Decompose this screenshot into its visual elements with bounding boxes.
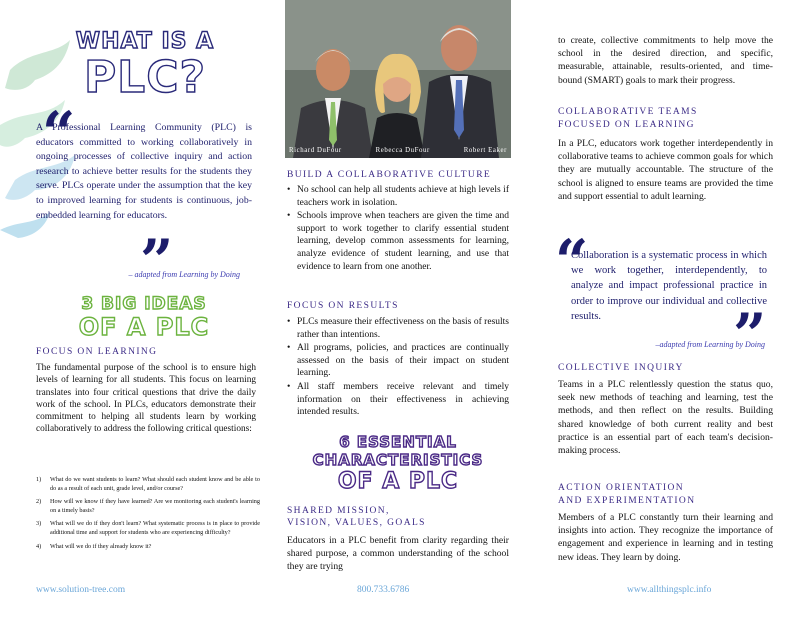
big-ideas-title — [36, 294, 252, 340]
collab-open-quote-icon: “ — [555, 227, 589, 295]
teams-text: In a PLC, educators work together interdependently in collaborative teams to achieve common goals for which they are mutually accountable. The structure of the school is aligned to ensure teams are provided the time and support essential to adult learning. — [558, 138, 773, 202]
question-text: What will we do if they already know it? — [50, 542, 152, 550]
results-item: • PLCs measure their effectiveness on the basis of results rather than intentions. — [287, 316, 509, 341]
question-text: What do we want students to learn? What should each student know and be able to do as a result of each unit, grade level, and/or course? — [50, 476, 260, 492]
culture-heading: BUILD A COLLABORATIVE CULTURE — [287, 170, 492, 180]
footer-website-left: www.solution-tree.com — [36, 585, 126, 595]
title-line2: PLC? — [83, 52, 207, 103]
results-item: • All staff members receive relevant and timely information on their effectiveness in achieving intended results. — [287, 381, 509, 419]
essentials-title — [285, 434, 511, 494]
photo-caption — [289, 147, 507, 154]
page-title — [60, 30, 230, 102]
big-ideas-line2: OF A PLC — [78, 313, 210, 341]
results-item: • All programs, policies, and practices are continually assessed on the basis of their impact on student learning. — [287, 342, 509, 380]
definition-source: – adapted from Learning by Doing — [128, 270, 240, 279]
mission-heading-line1: SHARED MISSION, — [287, 506, 390, 516]
action-heading — [558, 482, 695, 508]
question-text: What will we do if they don't learn? What systematic process is in place to provide additional time and support for students who are experiencing difficulty? — [50, 520, 260, 536]
essentials-line1: 6 ESSENTIAL — [339, 433, 457, 451]
mission-text-part2: to create, collective commitments to help move the school in the desired direction, and specific, measurable, attainable, results-oriented, and time-bound (SMART) goals to mark their progress. — [558, 35, 773, 86]
critical-questions — [36, 476, 260, 556]
mission-heading — [287, 505, 426, 529]
focus-learning-text: The fundamental purpose of the school is to ensure high levels of learning for all students. This focus on learning translates into four critical questions that drive the daily work of the school. In PLCs, educators demonstrate their commitment to helping all students learn by working collaboratively to address the following critical questions: — [36, 363, 256, 435]
mission-text-part1: Educators in a PLC benefit from clarity regarding their shared purpose, a common understanding of the school they are trying — [287, 535, 509, 573]
culture-item: • No school can help all students achieve at high levels if teachers work in isolation. — [287, 184, 509, 209]
right-panel — [555, 0, 795, 618]
question-item: 4) What will we do if they already know it? — [36, 542, 152, 550]
left-panel — [0, 0, 270, 618]
results-list — [287, 316, 509, 420]
middle-panel — [285, 0, 513, 618]
question-item: 2) How will we know if they have learned? Are we monitoring each student's learning on a timely basis? — [36, 498, 260, 514]
inquiry-text: Teams in a PLC relentlessly question the status quo, seek new methods of teaching and learning, test the methods, and then reflect on the results. Building shared knowledge of both current reality and best practice is an essential part of each team's decision-making process. — [558, 379, 773, 457]
focus-learning-heading: FOCUS ON LEARNING — [36, 347, 158, 357]
culture-item: • Schools improve when teachers are given the time and support to work together to clarify essential student learning, develop common assessments for learning, analyze evidence of student learning, and use that evidence to learn from one another. — [287, 210, 509, 273]
caption-rebecca: Rebecca DuFour — [375, 147, 430, 154]
collab-close-quote-icon: ” — [733, 301, 767, 369]
open-quote-icon: “ — [42, 99, 76, 167]
essentials-line3: OF A PLC — [337, 469, 459, 494]
authors-photo — [285, 0, 511, 158]
action-heading-line2: AND EXPERIMENTATION — [558, 496, 696, 506]
teams-heading-line2: FOCUSED ON LEARNING — [558, 120, 695, 130]
action-text: Members of a PLC constantly turn their learning and insights into action. They recognize the importance of engagement and experience in learning and in testing new ideas. They learn by doing. — [558, 512, 773, 563]
people-illustration — [285, 0, 511, 158]
question-item: 1) What do we want students to learn? What should each student know and be able to do as a result of each unit, grade level, and/or course? — [36, 476, 260, 492]
essentials-line2: CHARACTERISTICS — [312, 451, 484, 469]
title-line1: WHAT IS A — [75, 29, 215, 54]
mission-heading-line2: VISION, VALUES, GOALS — [287, 518, 426, 528]
caption-robert: Robert Eaker — [463, 147, 507, 154]
teams-heading — [558, 106, 698, 132]
collaboration-quote: Collaboration is a systematic process in which we work together, interdependently, to analyze and impact professional practice in order to improve our individual and collective results. — [571, 250, 767, 322]
question-item: 3) What will we do if they don't learn? What systematic process is in place to provide additional time and support for students who are experiencing difficulty? — [36, 520, 260, 536]
big-ideas-line1: 3 BIG IDEAS — [81, 294, 207, 314]
action-heading-line1: ACTION ORIENTATION — [558, 483, 685, 493]
footer-phone: 800.733.6786 — [357, 585, 410, 595]
results-heading: FOCUS ON RESULTS — [287, 301, 399, 311]
teams-heading-line1: COLLABORATIVE TEAMS — [558, 107, 698, 117]
caption-richard: Richard DuFour — [289, 147, 342, 154]
question-text: How will we know if they have learned? Are we monitoring each student's learning on a timely basis? — [50, 498, 260, 514]
culture-list — [287, 184, 509, 274]
inquiry-heading: COLLECTIVE INQUIRY — [558, 363, 684, 373]
footer-website-right: www.allthingsplc.info — [627, 585, 712, 595]
plc-definition: A Professional Learning Community (PLC) is educators committed to working collaboratively in ongoing processes of collective inquiry and action research to achieve better results for the students they serve. PLCs operate under the assumption that the key to improved learning for students is continuous, job-embedded learning for educators. — [36, 122, 252, 221]
collab-quote-source: –adapted from Learning by Doing — [655, 340, 765, 349]
close-quote-icon: ” — [140, 227, 174, 295]
